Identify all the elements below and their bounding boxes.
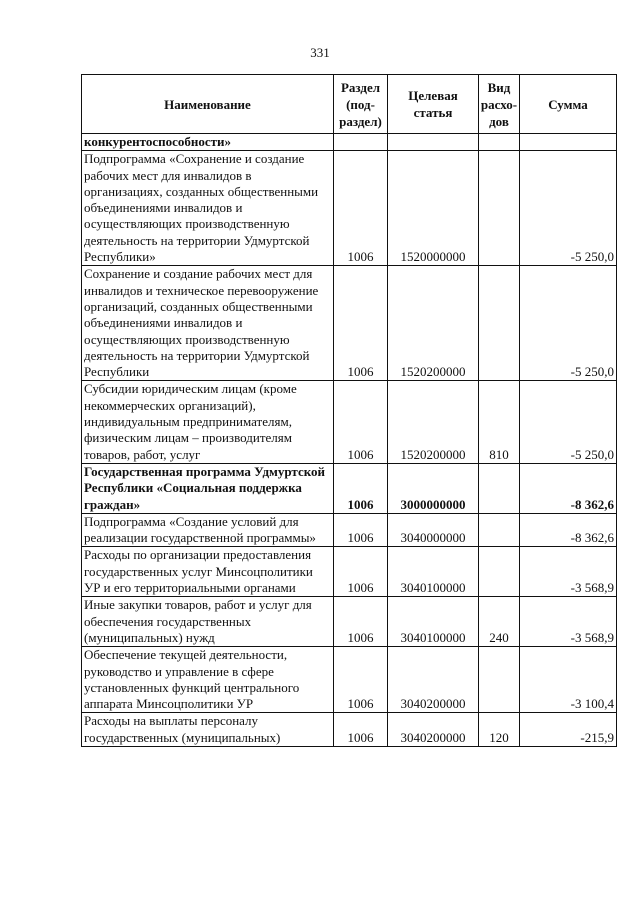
row-sum: -215,9 — [520, 713, 617, 747]
row-name: Обеспечение текущей деятельности, руководство и управление в сфере установленных функций центрального аппарата Минсоцполитики УР — [82, 647, 334, 713]
row-target: 1520000000 — [388, 151, 479, 266]
table-row — [82, 647, 617, 713]
row-target: 1520200000 — [388, 381, 479, 463]
header-sum: Сумма — [520, 75, 617, 134]
table-row — [82, 463, 617, 513]
row-sum: -3 568,9 — [520, 597, 617, 647]
row-section: 1006 — [334, 381, 388, 463]
row-expense: 120 — [479, 713, 520, 747]
row-target: 3040200000 — [388, 713, 479, 747]
row-name: конкурентоспособности» — [82, 134, 334, 151]
row-name: Государственная программа Удмуртской Республики «Социальная поддержка граждан» — [82, 463, 334, 513]
table-row — [82, 381, 617, 463]
row-section: 1006 — [334, 713, 388, 747]
row-expense: 810 — [479, 381, 520, 463]
header-section: Раздел (под-раздел) — [334, 75, 388, 134]
row-expense — [479, 151, 520, 266]
row-target — [388, 134, 479, 151]
table-row — [82, 513, 617, 547]
row-name: Подпрограмма «Сохранение и создание рабочих мест для инвалидов в организациях, созданных общественными объединениями инвалидов и осуществляющих производственную деятельность на территории Удмуртской Республики» — [82, 151, 334, 266]
table-row — [82, 151, 617, 266]
row-target: 3040200000 — [388, 647, 479, 713]
row-section: 1006 — [334, 647, 388, 713]
row-expense: 240 — [479, 597, 520, 647]
row-section: 1006 — [334, 463, 388, 513]
row-section: 1006 — [334, 151, 388, 266]
row-sum: -5 250,0 — [520, 381, 617, 463]
row-target: 3040000000 — [388, 513, 479, 547]
row-sum: -8 362,6 — [520, 513, 617, 547]
budget-table — [81, 74, 617, 747]
header-target: Целевая статья — [388, 75, 479, 134]
row-sum: -5 250,0 — [520, 151, 617, 266]
header-name: Наименование — [82, 75, 334, 134]
row-name: Иные закупки товаров, работ и услуг для обеспечения государственных (муниципальных) нужд — [82, 597, 334, 647]
row-name: Сохранение и создание рабочих мест для инвалидов и техническое перевооружение организаций, созданных общественными объединениями инвалидов и осуществляющих производственную деятельность на территории Удмуртской Республики — [82, 266, 334, 381]
table-row — [82, 134, 617, 151]
header-expense: Вид расхо-дов — [479, 75, 520, 134]
row-target: 3040100000 — [388, 597, 479, 647]
row-expense — [479, 647, 520, 713]
table-row — [82, 597, 617, 647]
row-section: 1006 — [334, 547, 388, 597]
row-expense — [479, 266, 520, 381]
row-expense — [479, 547, 520, 597]
table-row — [82, 713, 617, 747]
table-row — [82, 266, 617, 381]
table-header-row — [82, 75, 617, 134]
row-target: 1520200000 — [388, 266, 479, 381]
row-name: Расходы по организации предоставления государственных услуг Минсоцполитики УР и его территориальными органами — [82, 547, 334, 597]
row-name: Расходы на выплаты персоналу государственных (муниципальных) — [82, 713, 334, 747]
row-section: 1006 — [334, 597, 388, 647]
row-name: Субсидии юридическим лицам (кроме некоммерческих организаций), индивидуальным предпринимателям, физическим лицам – производителям товаров, работ, услуг — [82, 381, 334, 463]
row-target: 3000000000 — [388, 463, 479, 513]
row-section: 1006 — [334, 266, 388, 381]
table-row — [82, 547, 617, 597]
table-body — [82, 134, 617, 747]
row-sum: -5 250,0 — [520, 266, 617, 381]
row-sum: -8 362,6 — [520, 463, 617, 513]
row-name: Подпрограмма «Создание условий для реализации государственной программы» — [82, 513, 334, 547]
row-expense — [479, 463, 520, 513]
page-number: 331 — [310, 45, 330, 60]
row-sum: -3 100,4 — [520, 647, 617, 713]
row-expense — [479, 134, 520, 151]
row-section — [334, 134, 388, 151]
row-section: 1006 — [334, 513, 388, 547]
row-expense — [479, 513, 520, 547]
row-target: 3040100000 — [388, 547, 479, 597]
row-sum: -3 568,9 — [520, 547, 617, 597]
row-sum — [520, 134, 617, 151]
